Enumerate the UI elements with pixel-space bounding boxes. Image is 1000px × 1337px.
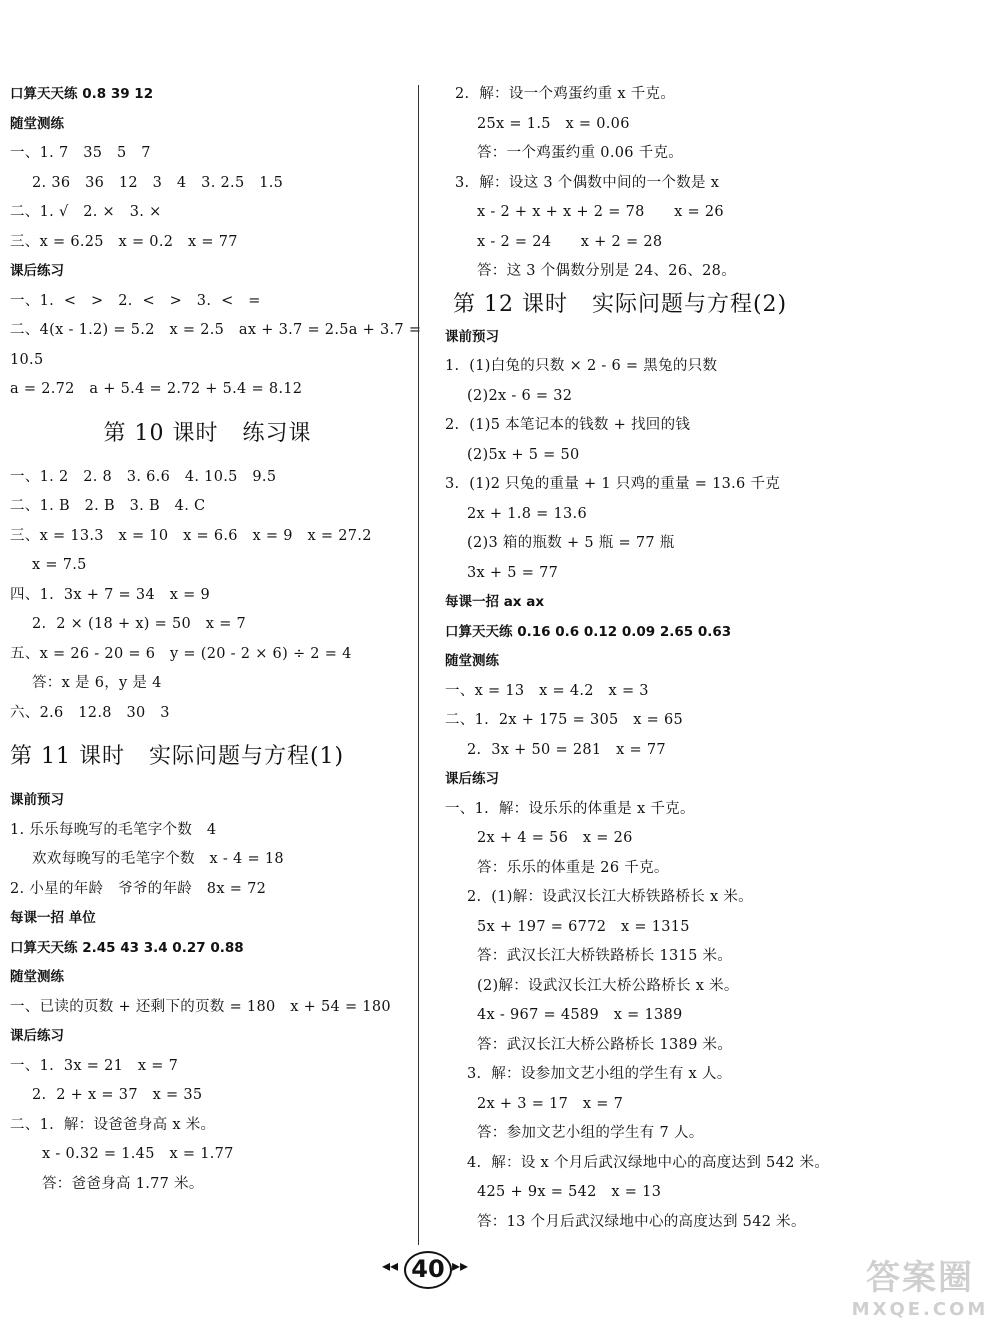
answer-line: x - 0.32 = 1.45 x = 1.77	[42, 1146, 234, 1162]
answer-line: 二、1. √ 2. × 3. ×	[10, 204, 162, 220]
answer-line: 一、1. 解：设乐乐的体重是 x 千克。	[445, 800, 695, 817]
section-heading: 随堂测练	[10, 969, 64, 985]
section-heading: 随堂测练	[445, 653, 499, 669]
answer-line: 答：乐乐的体重是 26 千克。	[477, 859, 669, 876]
watermark-logo	[850, 1258, 990, 1330]
answer-line: 2. 小星的年龄 爷爷的年龄 8x = 72	[10, 880, 267, 897]
answer-line: 一、1. 2 2. 8 3. 6.6 4. 10.5 9.5	[10, 468, 277, 485]
answer-line: 2. 3x + 50 = 281 x = 77	[467, 741, 666, 758]
answer-line: 欢欢每晚写的毛笔字个数 x - 4 = 18	[32, 851, 284, 867]
answer-line: 2x + 4 = 56 x = 26	[477, 830, 633, 846]
answer-line: 答：13 个月后武汉绿地中心的高度达到 542 米。	[477, 1213, 806, 1230]
answer-line: x = 7.5	[32, 557, 87, 573]
answer-line: 25x = 1.5 x = 0.06	[477, 115, 630, 132]
answer-line: 二、1. 解：设爸爸身高 x 米。	[10, 1116, 216, 1133]
page-number: 40	[411, 1255, 445, 1283]
section-heading: 课后练习	[10, 263, 64, 279]
answer-line: 2. 解：设一个鸡蛋约重 x 千克。	[455, 86, 676, 102]
answer-line: 一、x = 13 x = 4.2 x = 3	[445, 682, 649, 699]
page-number-badge	[382, 1248, 472, 1288]
section-heading: 课前预习	[445, 328, 499, 345]
answer-line: 3. (1)2 只兔的重量 + 1 只鸡的重量 = 13.6 千克	[445, 476, 781, 492]
section-heading: 口算天天练 2.45 43 3.4 0.27 0.88	[10, 939, 244, 956]
answer-line: 1. (1)白兔的只数 × 2 - 6 = 黑兔的只数	[445, 358, 718, 374]
answer-line: 三、x = 13.3 x = 10 x = 6.6 x = 9 x = 27.2	[10, 527, 372, 544]
section-title: 第 12 课时 实际问题与方程(2)	[453, 291, 788, 317]
answer-line: 一、已读的页数 + 还剩下的页数 = 180 x + 54 = 180	[10, 998, 391, 1015]
answer-line: 答：武汉长江大桥铁路桥长 1315 米。	[477, 948, 733, 964]
answer-line: 一、1. < > 2. < > 3. < =	[10, 292, 261, 309]
answer-line: 5x + 197 = 6772 x = 1315	[477, 918, 690, 935]
answer-line: 3. 解：设这 3 个偶数中间的一个数是 x	[455, 174, 720, 191]
section-heading: 课后练习	[10, 1028, 64, 1044]
answer-line: 2. 2 + x = 37 x = 35	[32, 1087, 203, 1103]
answer-line: 一、1. 7 35 5 7	[10, 145, 151, 161]
answer-line: x - 2 = 24 x + 2 = 28	[477, 233, 663, 250]
column-divider	[418, 85, 419, 1245]
answer-line: 3x + 5 = 77	[467, 564, 559, 581]
answer-line: 六、2.6 12.8 30 3	[10, 704, 170, 721]
answer-line: 答：x 是 6，y 是 4	[32, 675, 162, 691]
answer-line: 2. (1)解：设武汉长江大桥铁路桥长 x 米。	[467, 889, 753, 905]
answer-line: (2)解：设武汉长江大桥公路桥长 x 米。	[477, 977, 739, 994]
answer-line: (2)5x + 5 = 50	[467, 446, 580, 463]
answer-line: 二、1. 2x + 175 = 305 x = 65	[445, 712, 684, 728]
answer-line: (2)3 箱的瓶数 + 5 瓶 = 77 瓶	[467, 535, 675, 551]
answer-line: 二、4(x - 1.2) = 5.2 x = 2.5 ax + 3.7 = 2.5a + 3.7 =	[10, 322, 422, 338]
answer-line: 425 + 9x = 542 x = 13	[477, 1184, 662, 1200]
answer-line: 答：爸爸身高 1.77 米。	[42, 1175, 204, 1192]
answer-line: 4x - 967 = 4589 x = 1389	[477, 1007, 683, 1023]
answer-line: 1. 乐乐每晚写的毛笔字个数 4	[10, 821, 217, 838]
section-heading: 每课一招 单位	[10, 910, 96, 926]
answer-line: 10.5	[10, 351, 44, 368]
answer-line: 三、x = 6.25 x = 0.2 x = 77	[10, 233, 238, 250]
watermark-url: MXQE.COM	[851, 1299, 989, 1320]
section-heading: 课前预习	[10, 792, 64, 808]
answer-line: a = 2.72 a + 5.4 = 2.72 + 5.4 = 8.12	[10, 381, 303, 397]
answer-line: 答：参加文艺小组的学生有 7 人。	[477, 1125, 704, 1141]
answer-line: 二、1. B 2. B 3. B 4. C	[10, 498, 206, 514]
answer-line: 答：武汉长江大桥公路桥长 1389 米。	[477, 1036, 733, 1053]
right-column	[445, 80, 990, 1237]
watermark-text: 答案圈	[866, 1258, 974, 1298]
answer-line: 2x + 3 = 17 x = 7	[477, 1095, 624, 1112]
answer-line: 4. 解：设 x 个月后武汉绿地中心的高度达到 542 米。	[467, 1154, 830, 1171]
answer-line: 答：这 3 个偶数分别是 24、26、28。	[477, 263, 737, 279]
section-heading: 口算天天练 0.16 0.6 0.12 0.09 2.65 0.63	[445, 623, 732, 640]
section-heading: 每课一招 ax ax	[445, 594, 545, 610]
answer-line: 一、1. 3x = 21 x = 7	[10, 1057, 179, 1074]
section-title: 第 10 课时 练习课	[103, 420, 312, 446]
answer-line: 2x + 1.8 = 13.6	[467, 505, 587, 522]
section-heading: 口算天天练 0.8 39 12	[10, 86, 154, 102]
left-ornament-icon: ◂◂	[382, 1256, 399, 1275]
answer-line: 2. 2 × (18 + x) = 50 x = 7	[32, 616, 247, 632]
answer-line: 答：一个鸡蛋约重 0.06 千克。	[477, 145, 684, 161]
section-heading: 随堂测练	[10, 115, 64, 132]
section-title: 第 11 课时 实际问题与方程(1)	[10, 744, 345, 769]
answer-line: x - 2 + x + x + 2 = 78 x = 26	[477, 204, 724, 220]
section-heading: 课后练习	[445, 771, 499, 787]
answer-line: 2. (1)5 本笔记本的钱数 + 找回的钱	[445, 417, 691, 433]
right-ornament-icon: ▸▸	[452, 1256, 469, 1275]
left-column	[10, 80, 422, 1199]
answer-line: 3. 解：设参加文艺小组的学生有 x 人。	[467, 1066, 732, 1082]
answer-line: 五、x = 26 - 20 = 6 y = (20 - 2 × 6) ÷ 2 = 4	[10, 645, 352, 662]
answer-line: 四、1. 3x + 7 = 34 x = 9	[10, 586, 210, 603]
answer-line: 2. 36 36 12 3 4 3. 2.5 1.5	[32, 174, 284, 191]
answer-line: (2)2x - 6 = 32	[467, 387, 573, 404]
